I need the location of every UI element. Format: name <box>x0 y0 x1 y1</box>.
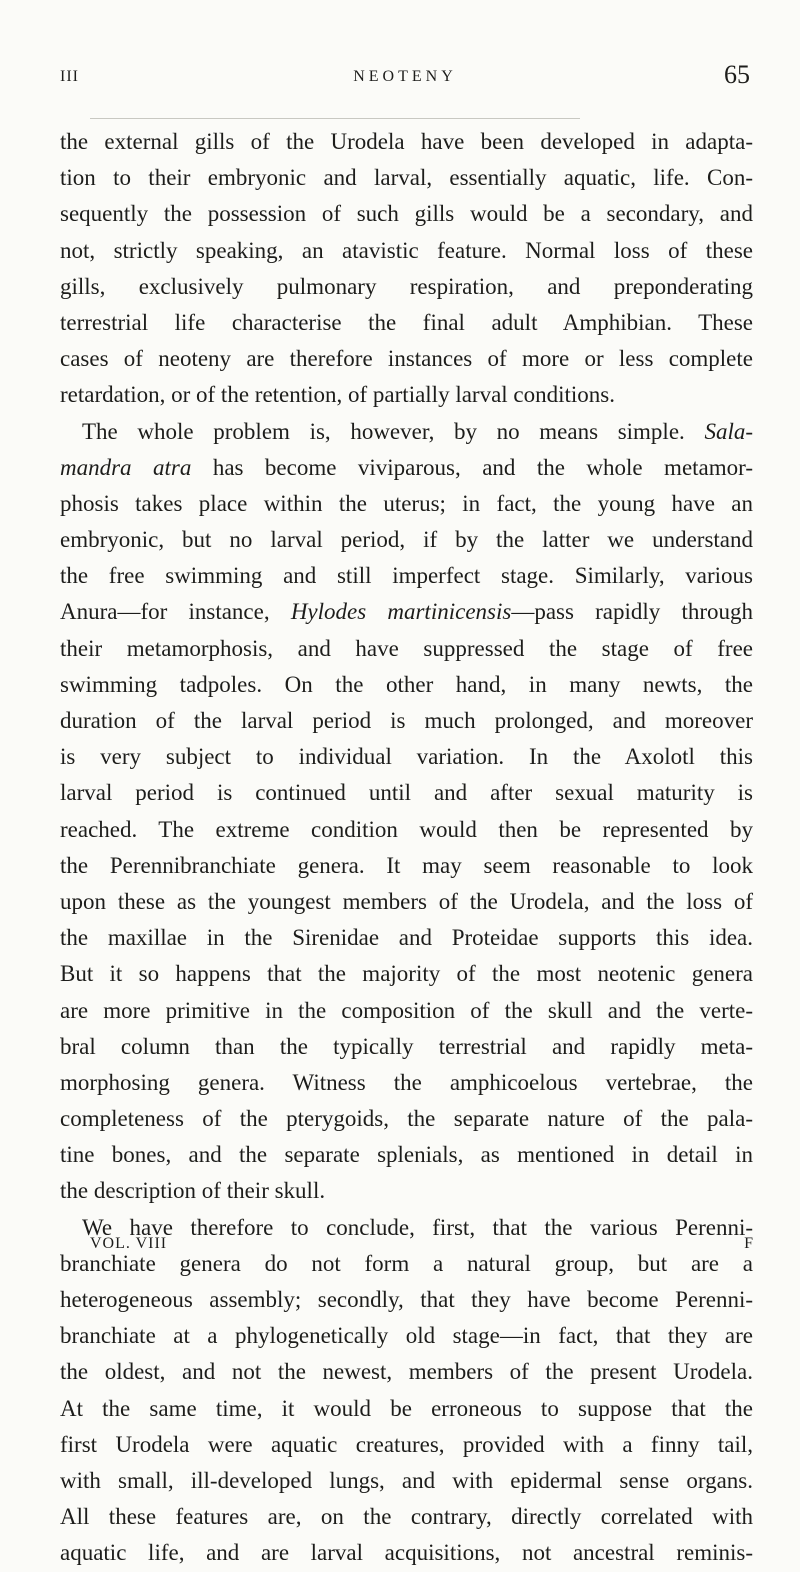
text-line: with small, ill-developed lungs, and with epidermal sense organs. <box>60 1467 753 1493</box>
header-rule <box>90 118 580 119</box>
page-number: 65 <box>724 60 750 89</box>
text-line: At the same time, it would be erroneous to suppose that the <box>60 1395 753 1421</box>
running-title: NEOTENY <box>353 68 457 85</box>
text-line: All these features are, on the contrary, directly correlated with <box>60 1504 753 1530</box>
text-line: larval period is continued until and after sexual maturity is <box>60 780 753 806</box>
text-line: branchiate at a phylogenetically old stage—in fact, that they are <box>60 1323 753 1349</box>
chapter-number: III <box>60 68 79 85</box>
text-line: But it so happens that the majority of the most neotenic genera <box>60 961 753 987</box>
text-line: not, strictly speaking, an atavistic feature. Normal loss of these <box>60 237 753 263</box>
text-line: completeness of the pterygoids, the separate nature of the pala- <box>60 1106 753 1132</box>
text-line: cases of neoteny are therefore instances of more or less complete <box>60 346 753 372</box>
text-line: embryonic, but no larval period, if by the latter we understand <box>60 527 753 553</box>
text-line: their metamorphosis, and have suppressed the stage of free <box>60 635 753 661</box>
italic-term: Sala- <box>704 418 753 444</box>
text-line: is very subject to individual variation. In the Axolotl this <box>60 744 753 770</box>
text-line: tion to their embryonic and larval, essentially aquatic, life. Con- <box>60 165 753 191</box>
page-footer <box>90 1235 753 1259</box>
text-line: the description of their skull. <box>60 1178 326 1204</box>
text-line: heterogeneous assembly; secondly, that they have become Perenni- <box>60 1287 753 1312</box>
text-run: The whole problem is, however, by no means simple. <box>82 418 685 444</box>
running-header <box>60 60 750 104</box>
text-line: duration of the larval period is much prolonged, and moreover <box>60 708 753 733</box>
italic-term: Hylodes martinicensis <box>290 599 512 625</box>
text-line: first Urodela were aquatic creatures, provided with a finny tail, <box>60 1431 753 1457</box>
text-line: the external gills of the Urodela have been developed in adapta- <box>60 129 753 154</box>
signature-mark: F <box>744 1235 753 1252</box>
text-line: the oldest, and not the newest, members of the present Urodela. <box>60 1359 753 1385</box>
text-line <box>60 414 753 450</box>
text-line: retardation, or of the retention, of partially larval conditions. <box>60 382 616 408</box>
text-line: branchiate genera do not form a natural group, but are a <box>60 1250 753 1276</box>
italic-term: atra <box>153 454 192 480</box>
text-line <box>60 450 753 486</box>
volume-label: VOL. VIII <box>90 1235 168 1252</box>
text-line: the Perennibranchiate genera. It may seem reasonable to look <box>60 852 753 878</box>
text-line: are more primitive in the composition of the skull and the verte- <box>60 997 753 1023</box>
body-text <box>60 124 753 1572</box>
text-line: gills, exclusively pulmonary respiration, and preponderating <box>60 273 753 299</box>
text-run: has become viviparous, and the whole metamor- <box>212 454 754 480</box>
text-line: morphosing genera. Witness the amphicoelous vertebrae, the <box>60 1069 753 1095</box>
text-line: We have therefore to conclude, first, that the various Perenni- <box>82 1214 753 1240</box>
text-line: sequently the possession of such gills would be a secondary, and <box>60 201 753 227</box>
text-line: upon these as the youngest members of the Urodela, and the loss of <box>60 888 753 914</box>
text-line: terrestrial life characterise the final adult Amphibian. These <box>60 309 753 335</box>
text-line: reached. The extreme condition would then be represented by <box>60 816 753 842</box>
text-line: phosis takes place within the uterus; in fact, the young have an <box>60 490 753 516</box>
text-run: Anura—for instance, <box>60 599 270 625</box>
text-run: —pass rapidly through <box>511 599 754 625</box>
text-line: bral column than the typically terrestrial and rapidly meta- <box>60 1033 753 1059</box>
italic-term: mandra <box>60 454 132 480</box>
text-line: the maxillae in the Sirenidae and Proteidae supports this idea. <box>60 925 753 951</box>
text-line <box>60 594 753 630</box>
text-line: swimming tadpoles. On the other hand, in many newts, the <box>60 671 753 697</box>
text-line: the free swimming and still imperfect stage. Similarly, various <box>60 563 753 589</box>
text-line: aquatic life, and are larval acquisitions, not ancestral reminis- <box>60 1540 753 1566</box>
text-line: tine bones, and the separate splenials, as mentioned in detail in <box>60 1142 753 1168</box>
